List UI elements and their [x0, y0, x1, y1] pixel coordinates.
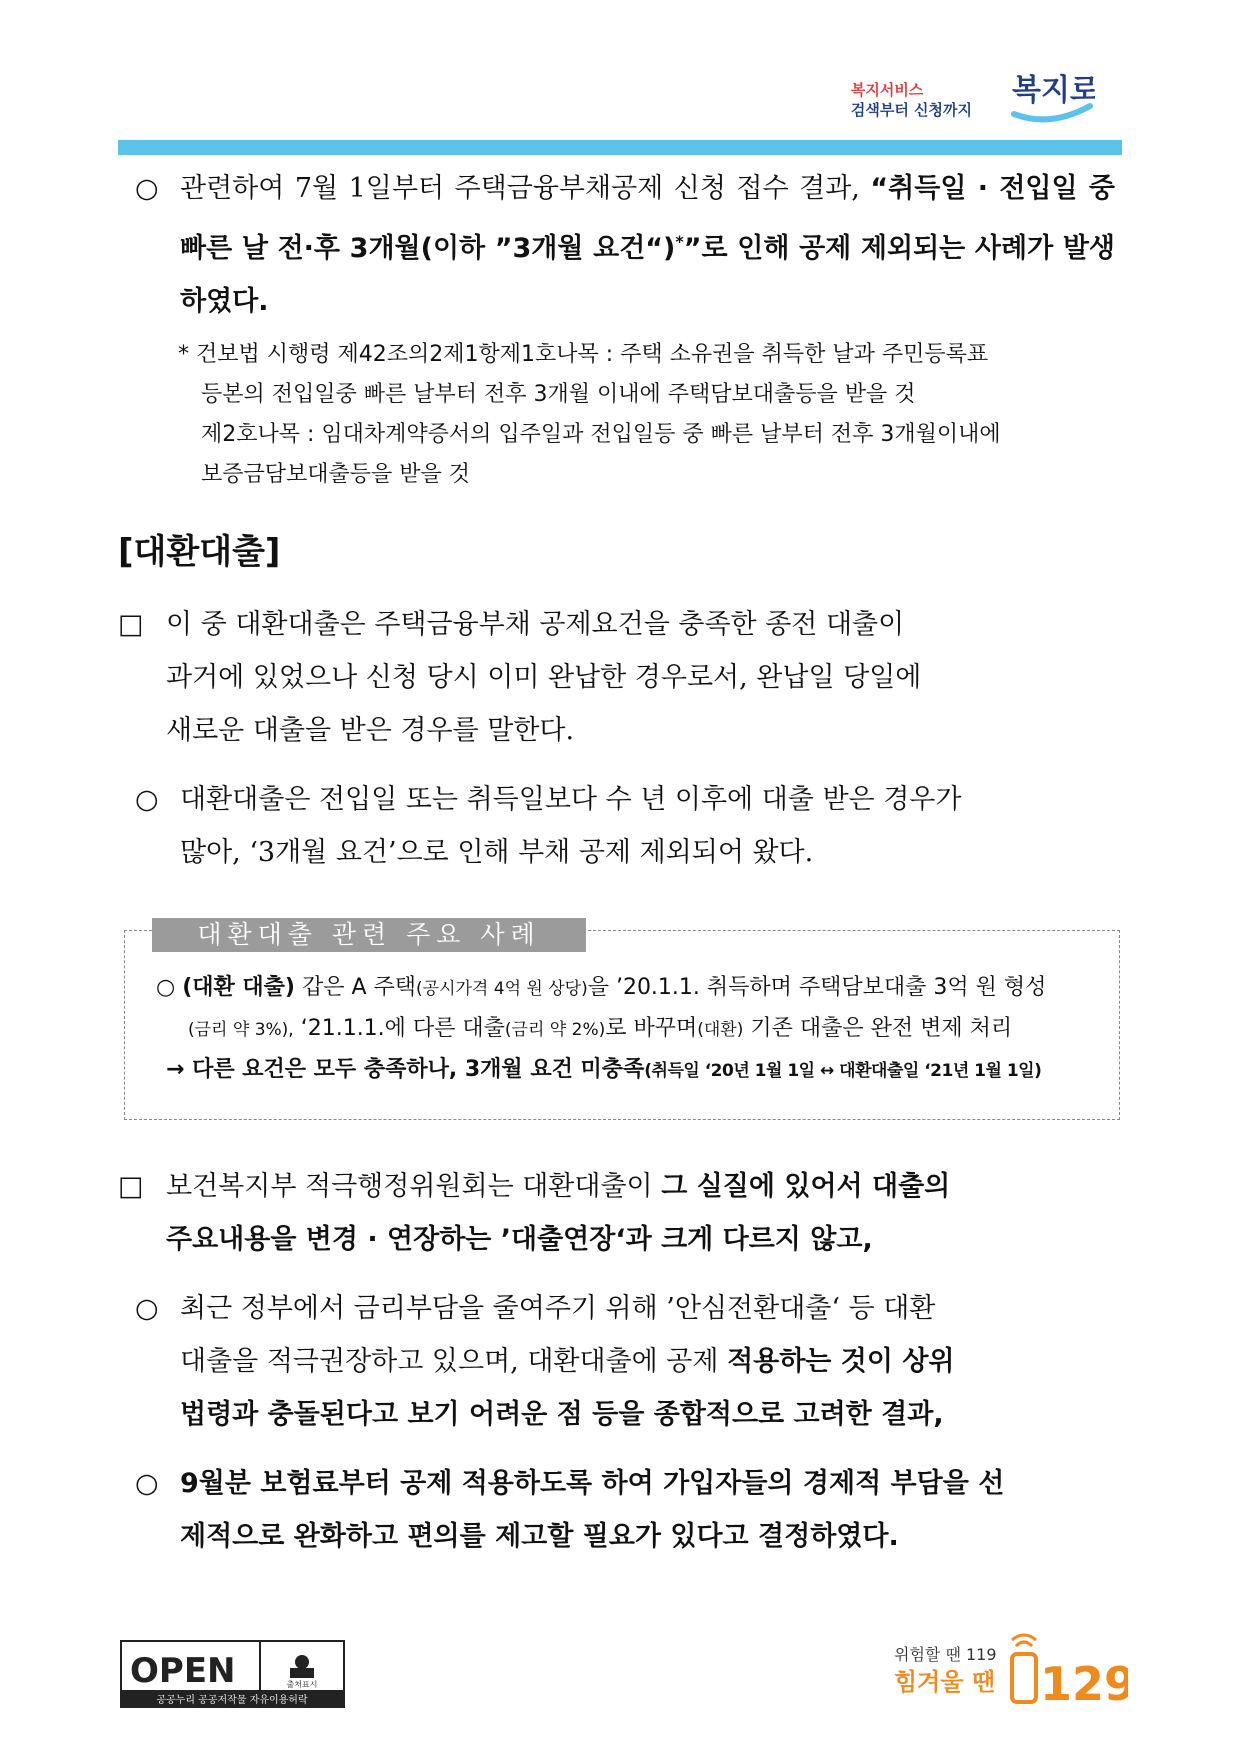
paragraph-refinance-definition — [118, 598, 1123, 757]
hotline-number: 129 — [1040, 1657, 1128, 1710]
phone-icon — [1012, 1654, 1036, 1702]
bullet-circle: ○ — [135, 784, 159, 815]
paragraph-committee-decision — [118, 1160, 1123, 1266]
bullet-circle: ○ — [135, 173, 159, 204]
hotline-129-logo — [888, 1630, 1128, 1710]
text-line: 주요내용을 변경 · 연장하는 ’대출연장‘과 크게 다르지 않고, — [166, 1224, 873, 1255]
case-note: (공시가격 4억 원 상당) — [416, 979, 588, 999]
text-line: 보건복지부 적극행정위원회는 대환대출이 — [166, 1171, 662, 1202]
case-text: 갑은 A 주택 — [294, 975, 417, 1000]
text-line: 제적으로 완화하고 편의를 제고할 필요가 있다고 결정하였다. — [180, 1521, 899, 1552]
bullet-circle: ○ — [156, 975, 176, 1000]
logo-text: 복지로 — [1012, 73, 1095, 108]
hotline-main-text: 힘겨울 땐 — [894, 1668, 996, 1696]
text-line: 새로운 대출을 받은 경우를 말한다. — [166, 715, 575, 746]
case-example-content — [156, 968, 1116, 1091]
case-dates: (취득일 ‘20년 1월 1일 ↔ 대환대출일 ‘21년 1월 1일) — [644, 1061, 1042, 1081]
open-attribution-label: 출처표시 — [286, 1680, 318, 1689]
open-text: OPEN — [130, 1651, 236, 1691]
case-note: (금리 약 3%), — [188, 1020, 294, 1040]
bullet-circle: ○ — [135, 1468, 159, 1499]
bokjiro-logo — [1010, 62, 1095, 132]
kogl-open-badge — [120, 1640, 345, 1708]
section-title: [대환대출] — [118, 532, 281, 572]
case-conclusion: → 다른 요건은 모두 충족하나, 3개월 요건 미충족 — [166, 1057, 645, 1082]
legal-footnote — [178, 335, 1123, 495]
header-divider — [118, 140, 1122, 155]
intro-text-b: “취득일 · 전입일 중 빠른 날 전·후 3개월(이하 ”3개월 요건“) — [180, 173, 1115, 264]
case-text: 기존 대출은 완전 변제 처리 — [743, 1016, 1013, 1041]
text-line: 9월분 보험료부터 공제 적용하도록 하여 가입자들의 경제적 부담을 선 — [180, 1468, 1005, 1499]
footnote-line: 등본의 전입일중 빠른 날부터 전후 3개월 이내에 주택담보대출등을 받을 것 — [201, 382, 916, 407]
text-line: 과거에 있었으나 신청 당시 이미 완납한 경우로서, 완납일 당일에 — [166, 662, 922, 693]
text-line: 대환대출은 전입일 또는 취득일보다 수 년 이후에 대출 받은 경우가 — [180, 784, 962, 815]
footnote-line: 보증금담보대출등을 받을 것 — [201, 462, 471, 487]
bullet-square: □ — [118, 1171, 144, 1202]
intro-text-c: ”로 인해 공제 제외되는 사례가 발생하였다. — [180, 233, 1115, 317]
footnote-line: * 건보법 시행령 제42조의2제1항제1호나목 : 주택 소유권을 취득한 날과 주민등록표 — [178, 342, 989, 367]
text-line: 대출을 적극권장하고 있으며, 대환대출에 공제 — [180, 1346, 728, 1377]
hotline-small-text: 위험할 땐 119 — [894, 1645, 997, 1664]
case-text: ‘21.1.1.에 다른 대출 — [293, 1016, 505, 1041]
paragraph-refinance-issue — [135, 773, 1125, 879]
case-text: 로 바꾸며 — [605, 1016, 698, 1041]
text-line: 법령과 충돌된다고 보기 어려운 점 등을 종합적으로 고려한 결과, — [180, 1399, 944, 1430]
open-subtitle: 공공누리 공공저작물 자유이용허락 — [156, 1695, 308, 1706]
intro-footnote-mark: * — [675, 232, 684, 251]
case-note: (대환) — [697, 1020, 744, 1040]
bullet-square: □ — [118, 609, 144, 640]
header-tagline-line1: 복지서비스 — [850, 81, 924, 99]
text-emphasis: 적용하는 것이 상위 — [727, 1346, 955, 1377]
intro-text-a: 관련하여 7월 1일부터 주택금융부채공제 신청 접수 결과, — [180, 173, 860, 204]
intro-paragraph — [135, 162, 1125, 328]
text-line: 최근 정부에서 금리부담을 줄여주기 위해 ’안심전환대출‘ 등 대환 — [180, 1293, 936, 1324]
text-emphasis: 그 실질에 있어서 대출의 — [661, 1171, 951, 1202]
case-label: (대환 대출) — [182, 975, 295, 1000]
paragraph-september-application — [135, 1457, 1125, 1563]
text-line: 많아, ‘3개월 요건’으로 인해 부채 공제 제외되어 왔다. — [180, 837, 814, 868]
footnote-line: 제2호나목 : 임대차계약증서의 입주일과 전입일등 중 빠른 날부터 전후 3개월이내에 — [201, 422, 1001, 447]
bullet-circle: ○ — [135, 1293, 159, 1324]
paragraph-government-policy — [135, 1282, 1125, 1441]
case-note: (금리 약 2%) — [504, 1020, 606, 1040]
case-text: 을 ’20.1.1. 취득하며 주택담보대출 3억 원 형성 — [587, 975, 1047, 1000]
case-box-title: 대환대출 관련 주요 사례 — [152, 918, 586, 952]
header-tagline-line2: 검색부터 신청까지 — [850, 101, 972, 119]
header-tagline — [851, 80, 972, 120]
text-line: 이 중 대환대출은 주택금융부채 공제요건을 충족한 종전 대출이 — [166, 609, 905, 640]
